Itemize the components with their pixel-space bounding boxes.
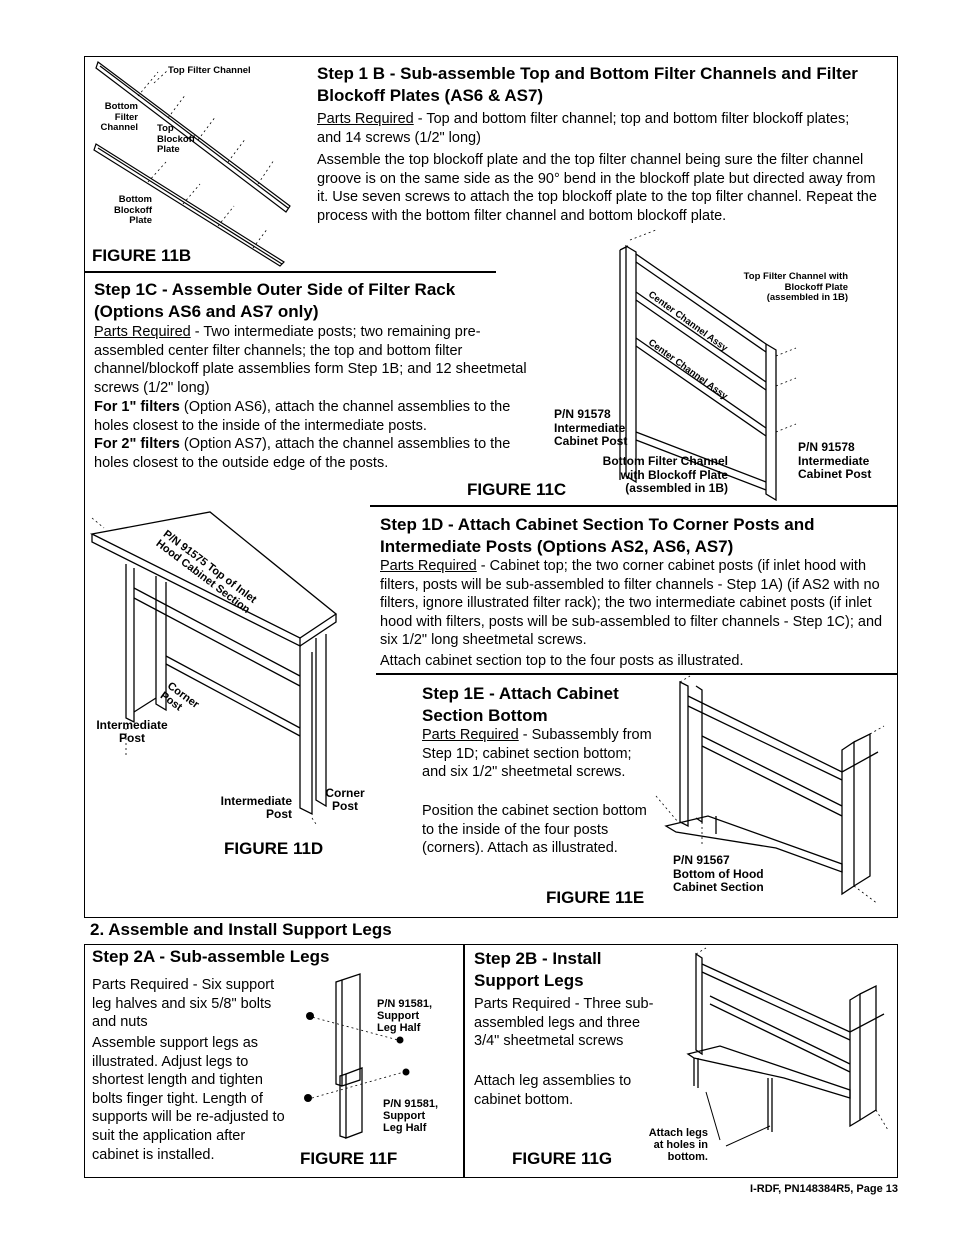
- divider-1d-1e: [376, 673, 898, 675]
- label-bottom-blockoff-plate: Bottom Blockoff Plate: [114, 194, 152, 226]
- label-pn91575-top: P/N 91575 Top of Inlet Hood Cabinet Section: [153, 528, 259, 616]
- step1b-parts: [317, 110, 877, 147]
- label-top-filter-channel: Top Filter Channel: [168, 65, 251, 76]
- label-pn91578-right: P/N 91578 Intermediate Cabinet Post: [798, 440, 872, 481]
- label-pn91581-leg-bottom: P/N 91581, Support Leg Half: [383, 1098, 439, 1134]
- label-pn91567-bottom: P/N 91567 Bottom of Hood Cabinet Section: [673, 853, 764, 894]
- figure-11b-caption: FIGURE 11B: [92, 246, 192, 265]
- step1e-body: Position the cabinet section bottom to the inside of the four posts (corners). Attach as illustrated.: [422, 803, 647, 857]
- figure-11c-caption: FIGURE 11C: [467, 480, 567, 499]
- label-pn91581-leg-top: P/N 91581, Support Leg Half: [377, 998, 433, 1034]
- step1b-parts-text: - Top and bottom filter channel; top and bottom filter blockoff plates; and 14 screws (1/2" long): [317, 111, 850, 146]
- figure-11g-drawing: [684, 950, 892, 1150]
- label-center-channel-assy-1: Center Channel Assy: [646, 289, 730, 355]
- section2-title: 2. Assemble and Install Support Legs: [90, 920, 392, 939]
- step1b-title: Step 1 B - Sub-assemble Top and Bottom Filter Channels and Filter Blockoff Plates (AS6 & AS7): [317, 64, 858, 105]
- label-top-blockoff-plate: Top Blockoff Plate: [157, 123, 195, 155]
- step2a-parts: Parts Required - Six support leg halves and six 5/8" bolts and nuts: [92, 977, 275, 1031]
- step1c-1inch-text: (Option AS6), attach the channel assemblies to the holes closest to the inside of the intermediate posts.: [94, 399, 511, 434]
- step2b-body: Attach leg assemblies to cabinet bottom.: [474, 1073, 632, 1108]
- step2a-body: Assemble support legs as illustrated. Adjust legs to shortest length and tighten bolts finger tight. Length of supports will be re-adjusted to suit the application after cabinet is installed.: [92, 1035, 285, 1163]
- parts-required-label: Parts Required: [380, 558, 477, 574]
- figure-11d-drawing: [90, 508, 370, 828]
- step1c-title: Step 1C - Assemble Outer Side of Filter Rack (Options AS6 and AS7 only): [94, 280, 456, 321]
- step1c-2inch-bold: For 2" filters: [94, 436, 180, 452]
- figure-11b-drawing: [88, 58, 308, 268]
- step1e-parts-text: - Subassembly from Step 1D; cabinet section bottom; and six 1/2" sheetmetal screws.: [422, 727, 652, 781]
- label-corner-post-bottom: Corner Post: [325, 786, 365, 813]
- label-bottom-filter-channel-blockoff: Bottom Filter Channel with Blockoff Plate (assembled in 1B): [602, 454, 728, 495]
- label-intermediate-post-bottom: Intermediate Post: [220, 794, 292, 821]
- label-top-filter-channel-blockoff: Top Filter Channel with Blockoff Plate (assembled in 1B): [743, 271, 848, 303]
- figure-11d-caption: FIGURE 11D: [224, 839, 324, 858]
- label-center-channel-assy-2: Center Channel Assy: [646, 337, 730, 403]
- step2b-title: Step 2B - Install Support Legs: [474, 949, 602, 990]
- figure-11f-caption: FIGURE 11F: [300, 1149, 398, 1168]
- step1e-title: Step 1E - Attach Cabinet Section Bottom: [422, 684, 619, 725]
- label-intermediate-post-left: Intermediate Post: [96, 718, 168, 745]
- step1c-parts: [94, 323, 544, 397]
- step2a-title: Step 2A - Sub-assemble Legs: [92, 947, 330, 966]
- step1d-body: Attach cabinet section top to the four posts as illustrated.: [380, 653, 744, 669]
- parts-required-label: Parts Required: [94, 324, 191, 340]
- step1c-1inch-bold: For 1" filters: [94, 399, 180, 415]
- step1d-parts-text: - Cabinet top; the two corner cabinet posts (if inlet hood with filters, posts will be sub-assembled to filter channels - Step 1A) (if AS2 with no filters, ignore illustrated filter rack); the two intermediate cabinet posts (if inlet hood with filters, posts will be sub-assembled to filter channels - Step 1C); and six 1/2" long sheetmetal screws.: [380, 558, 883, 649]
- label-bottom-filter-channel: Bottom Filter Channel: [100, 101, 138, 133]
- page-footer: I-RDF, PN148384R5, Page 13: [750, 1183, 898, 1195]
- divider-1b-1c: [84, 271, 496, 273]
- parts-required-label: Parts Required: [422, 727, 519, 743]
- step2b-parts: Parts Required - Three sub-assembled legs and three 3/4" sheetmetal screws: [474, 996, 654, 1050]
- step1c-parts-text: - Two intermediate posts; two remaining pre-assembled center filter channels; the top and bottom filter channel/blockoff plate assemblies form Step 1B; and 12 sheetmetal screws (1/2" long): [94, 324, 527, 396]
- figure-11e-caption: FIGURE 11E: [546, 888, 645, 907]
- parts-required-label: Parts Required: [317, 111, 414, 127]
- step1d-title: Step 1D - Attach Cabinet Section To Corner Posts and Intermediate Posts (Options AS2, AS6, AS7): [380, 515, 815, 556]
- divider-2a-2b: [463, 944, 465, 1178]
- label-pn91578-left: P/N 91578 Intermediate Cabinet Post: [554, 407, 628, 448]
- step1e-parts: [422, 726, 652, 782]
- label-attach-legs: Attach legs at holes in bottom.: [648, 1127, 708, 1163]
- label-corner-post-diagonal: Corner Post: [157, 680, 202, 714]
- step1d-parts: [380, 557, 892, 650]
- step1c-2inch-text: (Option AS7), attach the channel assemblies to the holes closest to the outside edge of the posts.: [94, 436, 511, 471]
- step1c-1inch: [94, 398, 544, 435]
- step1b-body: Assemble the top blockoff plate and the top filter channel being sure the filter channel groove is on the same side as the 90° bend in the blockoff plate but directed away from it. Use seven screws to attach the top blockoff plate to the top filter channel. Repeat the process with the bottom filter channel and bottom blockoff plate.: [317, 152, 877, 224]
- figure-11g-caption: FIGURE 11G: [512, 1149, 613, 1168]
- step1c-2inch: [94, 435, 546, 472]
